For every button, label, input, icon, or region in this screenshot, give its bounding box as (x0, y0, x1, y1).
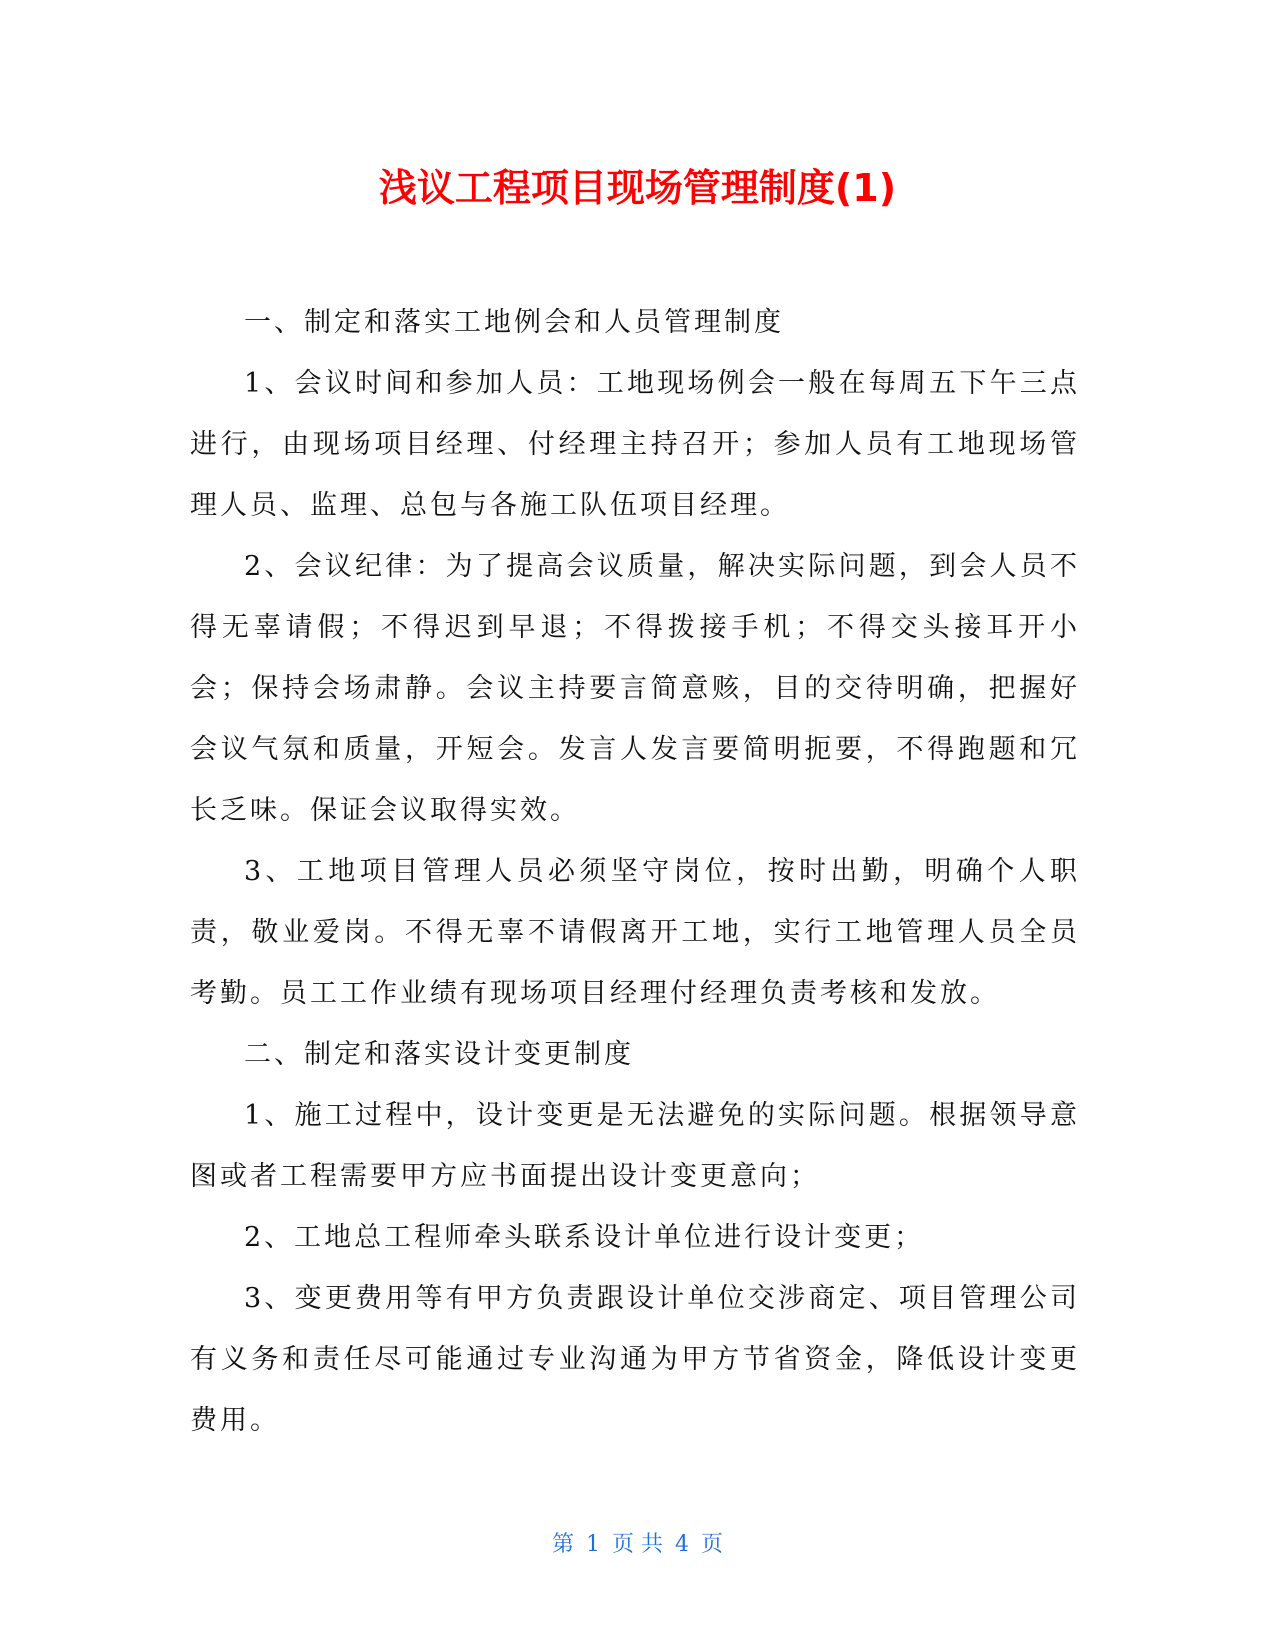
current-page-number: 1 (586, 1532, 600, 1557)
paragraph-meeting-time: 1、会议时间和参加人员：工地现场例会一般在每周五下午三点进行，由现场项目经理、付经理主持召开；参加人员有工地现场管理人员、监理、总包与各施工队伍项目经理。 (190, 368, 1080, 521)
page-footer (0, 1530, 1275, 1560)
page-label-middle: 页 共 (612, 1532, 663, 1557)
total-pages-number: 4 (675, 1532, 689, 1557)
section-heading-1: 一、制定和落实工地例会和人员管理制度 (244, 307, 784, 338)
paragraph-staff-attendance: 3、工地项目管理人员必须坚守岗位，按时出勤，明确个人职责，敬业爱岗。不得无辜不请假离开工地，实行工地管理人员全员考勤。员工工作业绩有现场项目经理付经理负责考核和发放。 (190, 856, 1080, 1009)
document-body (190, 292, 1080, 1451)
paragraph-design-change-cost: 3、变更费用等有甲方负责跟设计单位交涉商定、项目管理公司有义务和责任尽可能通过专业沟通为甲方节省资金，降低设计变更费用。 (190, 1283, 1080, 1436)
paragraph-meeting-discipline: 2、会议纪律：为了提高会议质量，解决实际问题，到会人员不得无辜请假；不得迟到早退；不得拨接手机；不得交头接耳开小会；保持会场肃静。会议主持要言简意赅，目的交待明确，把握好会议气氛和质量，开短会。发言人发言要简明扼要，不得跑题和冗长乏味。保证会议取得实效。 (190, 551, 1080, 826)
section-heading-2: 二、制定和落实设计变更制度 (244, 1039, 634, 1070)
page-label-suffix: 页 (701, 1532, 724, 1557)
paragraph-design-change-intent: 1、施工过程中，设计变更是无法避免的实际问题。根据领导意图或者工程需要甲方应书面提出设计变更意向； (190, 1100, 1080, 1192)
page-label-prefix: 第 (551, 1532, 574, 1557)
document-title: 浅议工程项目现场管理制度(1) (378, 166, 897, 210)
paragraph-design-change-contact: 2、工地总工程师牵头联系设计单位进行设计变更； (244, 1222, 925, 1253)
